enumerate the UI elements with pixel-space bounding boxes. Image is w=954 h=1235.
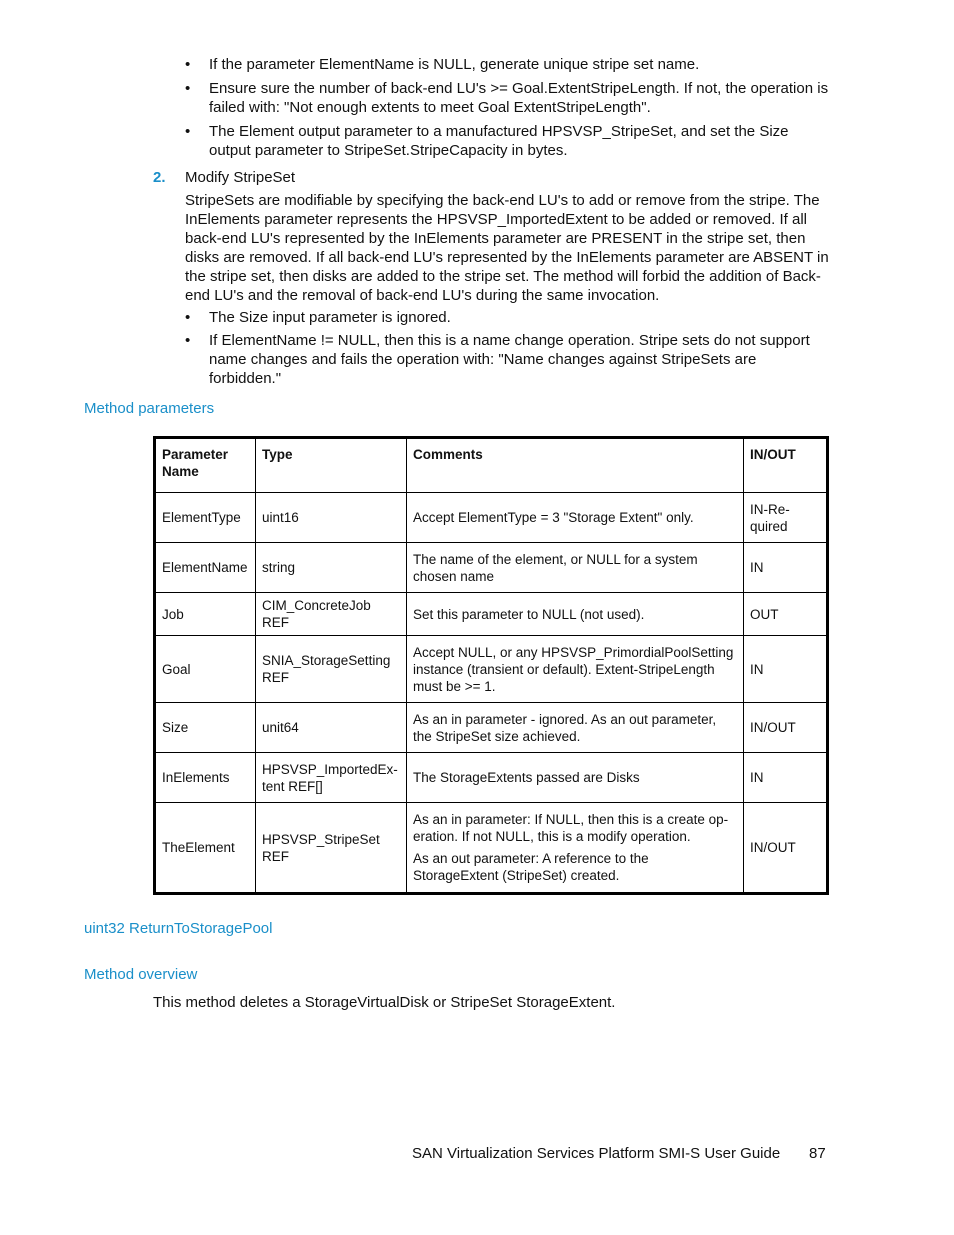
- table-row: [155, 753, 828, 803]
- bullet-item: [185, 122, 830, 160]
- cell-comments: [407, 636, 744, 703]
- cell-name: Job: [155, 593, 256, 636]
- comment-text: As an in parameter - ignored. As an out parameter, the StripeSet size achieved.: [413, 711, 717, 744]
- cell-name: ElementName: [155, 543, 256, 593]
- comment-text: Set this parameter to NULL (not used).: [413, 606, 645, 622]
- bullet-item: [185, 308, 830, 327]
- bullet-text: The Element output parameter to a manufactured HPSVSP_StripeSet, and set the Size output parameter to StripeSet.StripeCapacity in bytes.: [209, 123, 789, 159]
- return-to-storage-pool-heading: uint32 ReturnToStoragePool: [84, 920, 273, 937]
- cell-type: CIM_ConcreteJob REF: [256, 593, 407, 636]
- comment-text: The name of the element, or NULL for a system chosen name: [413, 551, 698, 584]
- cell-in-out: IN: [744, 636, 828, 703]
- table-row: [155, 543, 828, 593]
- table-row: [155, 703, 828, 753]
- table-row: [155, 593, 828, 636]
- bullet-item: [185, 331, 830, 388]
- comment-text: As an in parameter: If NULL, then this is a create op-eration. If not NULL, this is a modify operation.: [413, 812, 729, 844]
- comment-text: Accept ElementType = 3 "Storage Extent" only.: [413, 510, 694, 525]
- cell-comments: [407, 753, 744, 803]
- bullet-item: [185, 55, 830, 74]
- step-number: 2.: [153, 169, 166, 186]
- cell-name: Goal: [155, 636, 256, 703]
- bullet-text: Ensure sure the number of back-end LU's >= Goal.ExtentStripeLength. If not, the operation is failed with: "Not enough extents to meet Goal ExtentStripeLength".: [209, 80, 829, 116]
- bullet-text: The Size input parameter is ignored.: [209, 309, 451, 326]
- cell-name: Size: [155, 703, 256, 753]
- overview-text: This method deletes a StorageVirtualDisk or StripeSet StorageExtent.: [153, 994, 616, 1011]
- header-comments: Comments: [407, 438, 744, 493]
- step-title: Modify StripeSet: [185, 169, 296, 186]
- parameters-table: [153, 436, 829, 895]
- header-type: Type: [256, 438, 407, 493]
- cell-in-out: IN: [744, 753, 828, 803]
- page-number: 87: [809, 1145, 826, 1162]
- comment-text: Accept NULL, or any HPSVSP_PrimordialPoolSetting instance (transient or default). Extent-StripeLength must be >= 1.: [413, 644, 734, 694]
- cell-name: InElements: [155, 753, 256, 803]
- bullet-text: If ElementName != NULL, then this is a name change operation. Stripe sets do not support name changes and fails the operation with: "Name changes against StripeSets are forbidden.": [209, 332, 810, 387]
- cell-comments: [407, 493, 744, 543]
- cell-comments: [407, 803, 744, 894]
- table-row: [155, 493, 828, 543]
- bullet-text: If the parameter ElementName is NULL, generate unique stripe set name.: [209, 56, 700, 73]
- cell-type: uint16: [256, 493, 407, 543]
- cell-in-out: IN: [744, 543, 828, 593]
- method-parameters-heading: Method parameters: [84, 400, 215, 417]
- header-in-out: IN/OUT: [744, 438, 828, 493]
- cell-comments: [407, 593, 744, 636]
- cell-in-out: IN-Re-quired: [744, 493, 828, 543]
- cell-in-out: OUT: [744, 593, 828, 636]
- header-parameter-name: Parameter Name: [155, 438, 256, 493]
- cell-name: ElementType: [155, 493, 256, 543]
- cell-name: TheElement: [155, 803, 256, 894]
- cell-type: SNIA_StorageSetting REF: [256, 636, 407, 703]
- cell-in-out: IN/OUT: [744, 803, 828, 894]
- table-header-row: [155, 438, 828, 493]
- comment-text: As an out parameter: A reference to the StorageExtent (StripeSet) created.: [413, 851, 649, 883]
- step-bullet-list: [185, 308, 830, 388]
- footer-title: SAN Virtualization Services Platform SMI-S User Guide: [412, 1145, 781, 1162]
- cell-type: unit64: [256, 703, 407, 753]
- cell-type: string: [256, 543, 407, 593]
- cell-type: HPSVSP_ImportedEx-tent REF[]: [256, 753, 407, 803]
- cell-type: HPSVSP_StripeSet REF: [256, 803, 407, 894]
- intro-bullet-list: [185, 55, 830, 160]
- method-overview-heading: Method overview: [84, 966, 198, 983]
- table-row: [155, 803, 828, 894]
- step-paragraph: StripeSets are modifiable by specifying the back-end LU's to add or remove from the stripe. The InElements parameter represents the HPSVSP_ImportedExtent to be added or removed. If all back-end LU's represented by the InElements parameter are PRESENT in the stripe set, then disks are removed. If all back-end LU's represented by the InElements parameter are ABSENT in the stripe set, then disks are added to the stripe set. The method will forbid the addition of Back-end LU's and the removal of back-end LU's during the same invocation.: [185, 192, 829, 304]
- table-row: [155, 636, 828, 703]
- cell-in-out: IN/OUT: [744, 703, 828, 753]
- cell-comments: [407, 543, 744, 593]
- comment-text: The StorageExtents passed are Disks: [413, 770, 640, 785]
- cell-comments: [407, 703, 744, 753]
- bullet-item: [185, 79, 830, 117]
